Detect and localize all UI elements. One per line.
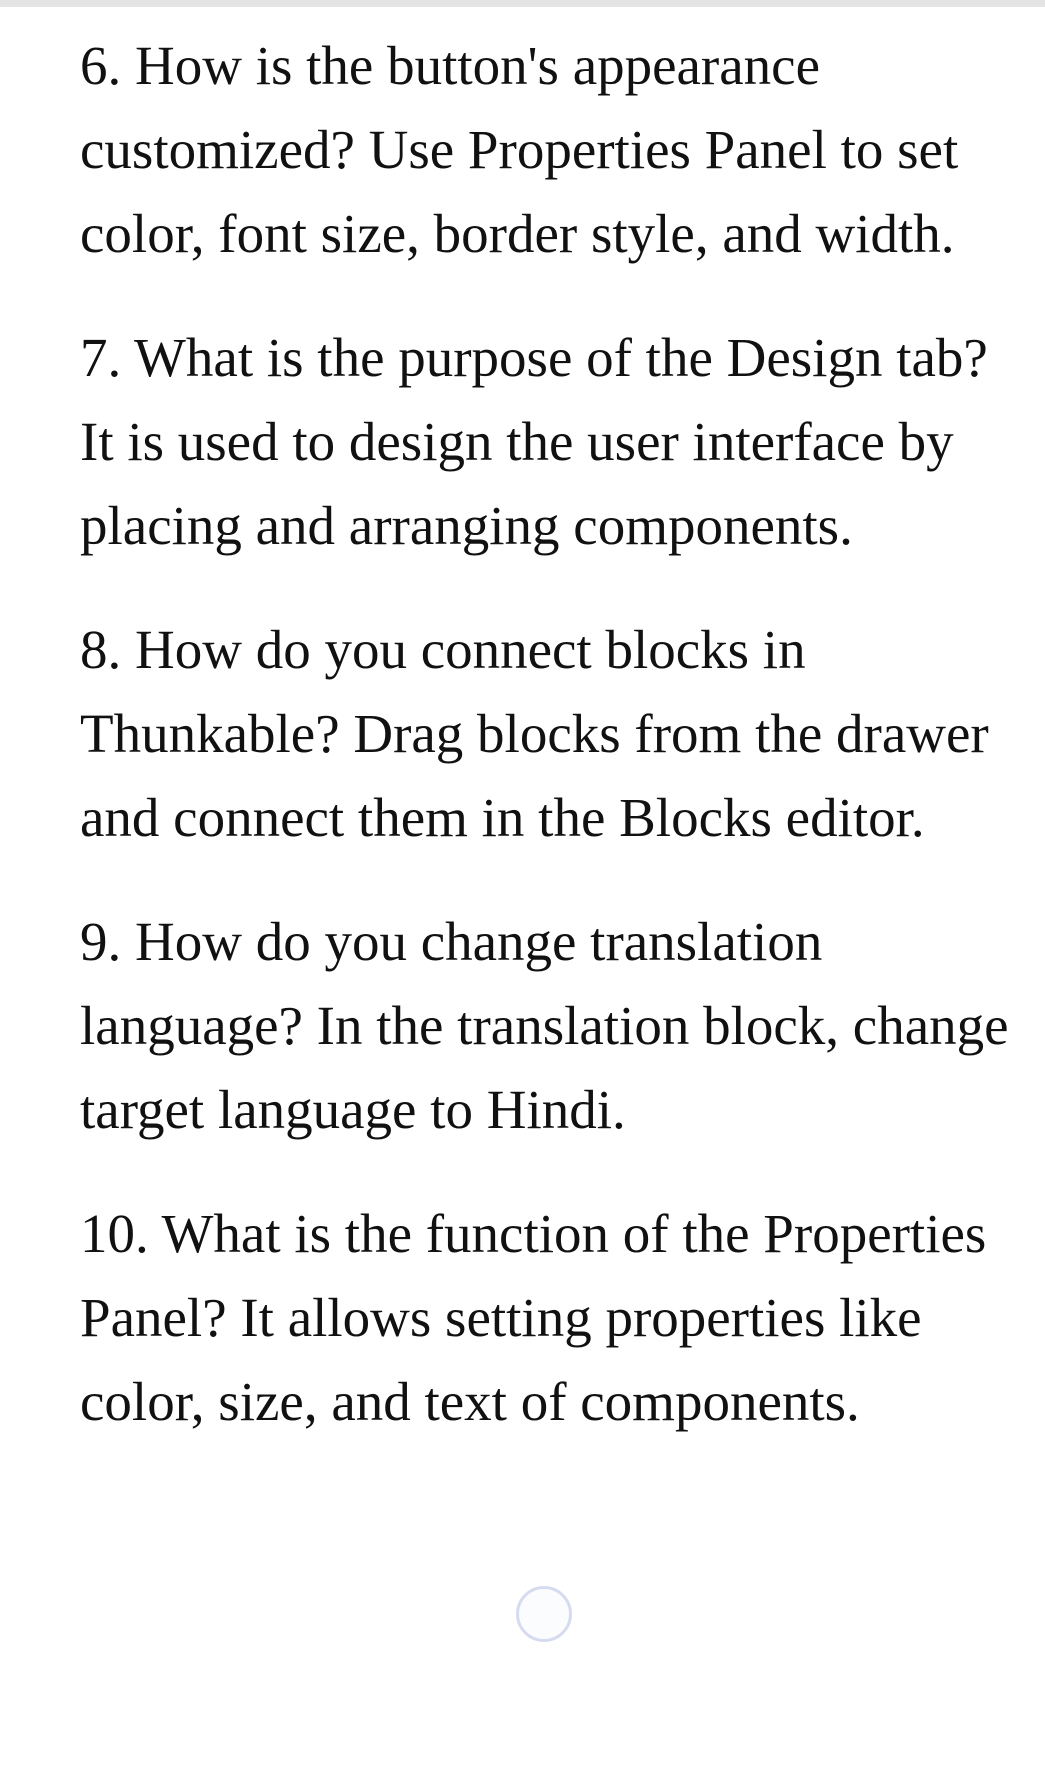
qa-item-8: 8. How do you connect blocks in Thunkable? Drag blocks from the drawer and connect them in the Blocks editor. [80,619,989,848]
qa-item-10: 10. What is the function of the Properties Panel? It allows setting properties like color, size, and text of components. [80,1203,987,1432]
qa-item-9: 9. How do you change translation language? In the translation block, change target language to Hindi. [80,911,1009,1140]
qa-item-7: 7. What is the purpose of the Design tab? It is used to design the user interface by placing and arranging components. [80,327,988,556]
touch-indicator-icon [516,1586,572,1642]
qa-item-6: 6. How is the button's appearance customized? Use Properties Panel to set color, font size, border style, and width. [80,35,959,264]
top-status-strip [0,0,1045,7]
qa-list [80,24,1015,1484]
